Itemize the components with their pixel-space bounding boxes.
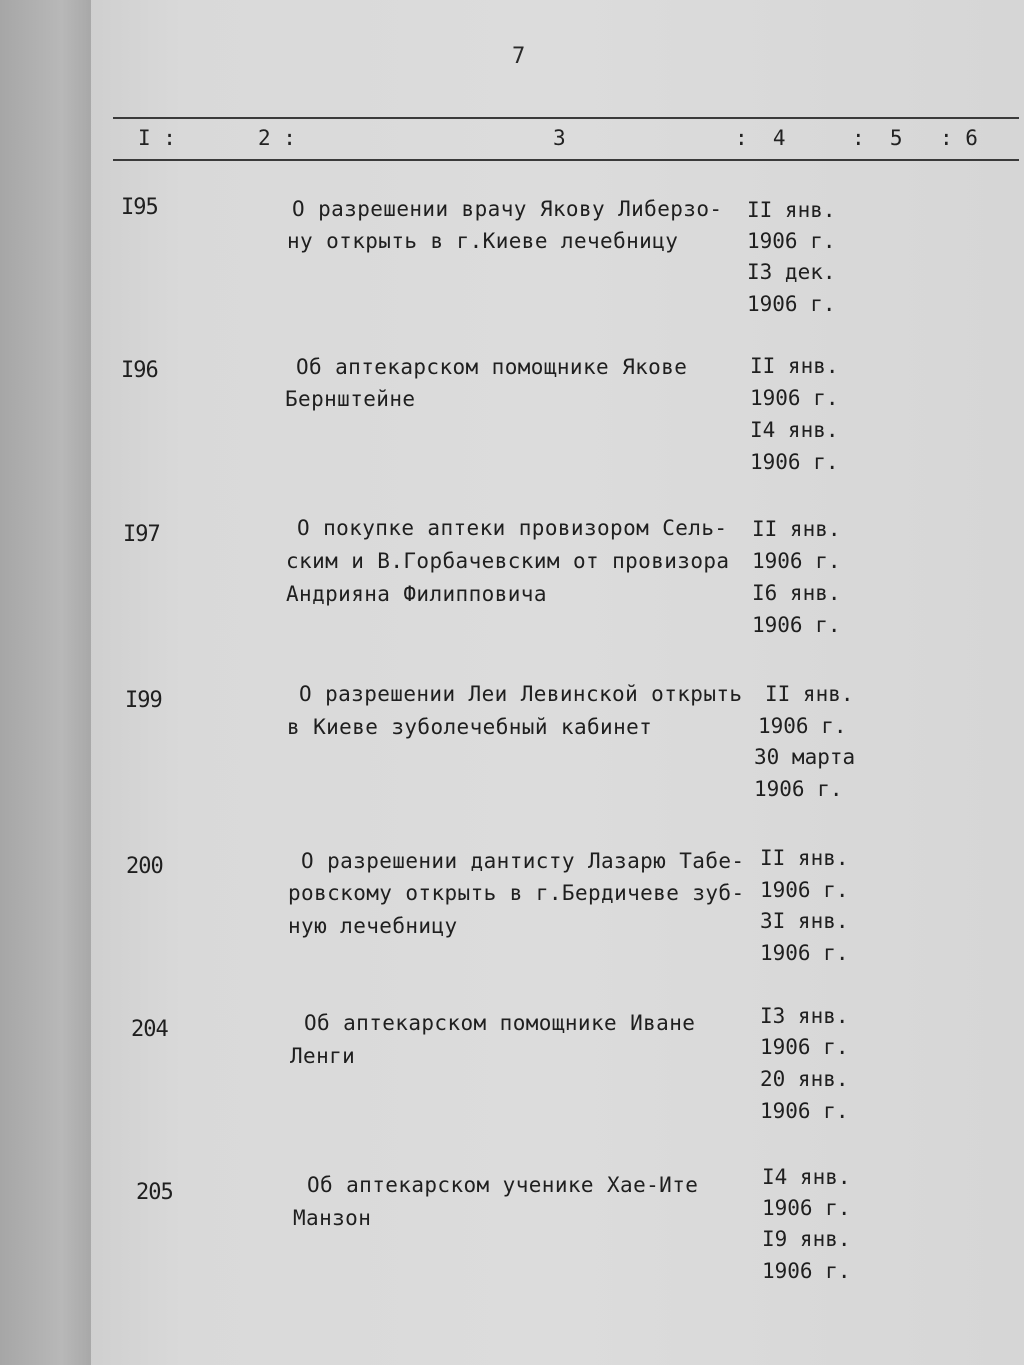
entry-text-line: Бернштейне <box>285 387 416 411</box>
header-col-1: I : <box>138 126 176 150</box>
page-edge <box>88 0 91 1365</box>
entry-date: 3I янв. <box>760 909 849 933</box>
entry-date: 1906 г. <box>762 1259 851 1283</box>
entry-number: I96 <box>121 358 158 383</box>
entry-text-line: Андрияна Филипповича <box>286 582 547 606</box>
entry-text-line: О покупке аптеки провизором Сель- <box>297 516 728 540</box>
entry-text-line: О разрешении врачу Якову Либерзо- <box>292 197 723 221</box>
entry-date: 30 марта <box>754 745 856 769</box>
page-number: 7 <box>512 44 526 69</box>
header-col-5: : 5 <box>852 126 903 150</box>
entry-text-line: О разрешении дантисту Лазарю Табе- <box>301 849 745 873</box>
header-col-6: : 6 <box>940 126 978 150</box>
header-col-2: 2 : <box>258 126 296 150</box>
entry-number: 204 <box>131 1017 168 1042</box>
header-col-3: 3 <box>553 126 566 150</box>
entry-date: 1906 г. <box>750 386 839 410</box>
entry-number: I99 <box>125 688 162 713</box>
entry-text-line: ну открыть в г.Киеве лечебницу <box>287 229 679 253</box>
entry-text-line: ским и В.Горбачевским от провизора <box>286 549 730 573</box>
entry-number: I97 <box>123 522 160 547</box>
entry-date: I4 янв. <box>750 418 839 442</box>
entry-text-line: в Киеве зуболечебный кабинет <box>287 715 653 739</box>
entry-number: 205 <box>136 1180 173 1205</box>
entry-date: I3 дек. <box>747 260 836 284</box>
entry-date: 20 янв. <box>760 1067 849 1091</box>
entry-date: II янв. <box>750 354 839 378</box>
entry-text-line: Ленги <box>290 1044 356 1068</box>
entry-text-line: О разрешении Леи Левинской открыть <box>299 682 743 706</box>
entry-number: I95 <box>121 195 158 220</box>
entry-date: 1906 г. <box>754 777 843 801</box>
entry-date: 1906 г. <box>752 549 841 573</box>
entry-date: 1906 г. <box>747 229 836 253</box>
entry-date: 1906 г. <box>758 714 847 738</box>
entry-date: II янв. <box>752 517 841 541</box>
underlying-page <box>0 0 88 1365</box>
entry-date: 1906 г. <box>750 450 839 474</box>
entry-text-line: Манзон <box>293 1206 372 1230</box>
entry-text-line: Об аптекарском ученике Хае-Ите <box>307 1173 699 1197</box>
entry-date: 1906 г. <box>760 1099 849 1123</box>
entry-date: II янв. <box>760 846 849 870</box>
header-bottom-rule <box>113 159 1019 161</box>
entry-number: 200 <box>126 854 163 879</box>
entry-date: I4 янв. <box>762 1165 851 1189</box>
entry-date: I6 янв. <box>752 581 841 605</box>
entry-date: 1906 г. <box>760 1035 849 1059</box>
header-col-4: : 4 <box>735 126 786 150</box>
entry-text-line: Об аптекарском помощнике Якове <box>296 355 688 379</box>
entry-date: II янв. <box>747 198 836 222</box>
entry-date: I3 янв. <box>760 1004 849 1028</box>
entry-date: II янв. <box>765 682 854 706</box>
entry-date: I9 янв. <box>762 1227 851 1251</box>
entry-text-line: Об аптекарском помощнике Иване <box>304 1011 696 1035</box>
entry-date: 1906 г. <box>762 1196 851 1220</box>
entry-date: 1906 г. <box>752 613 841 637</box>
entry-date: 1906 г. <box>747 292 836 316</box>
entry-text-line: ровскому открыть в г.Бердичеве зуб- <box>288 881 745 905</box>
entry-text-line: ную лечебницу <box>288 914 458 938</box>
entry-date: 1906 г. <box>760 941 849 965</box>
header-top-rule <box>113 117 1019 119</box>
entry-date: 1906 г. <box>760 878 849 902</box>
